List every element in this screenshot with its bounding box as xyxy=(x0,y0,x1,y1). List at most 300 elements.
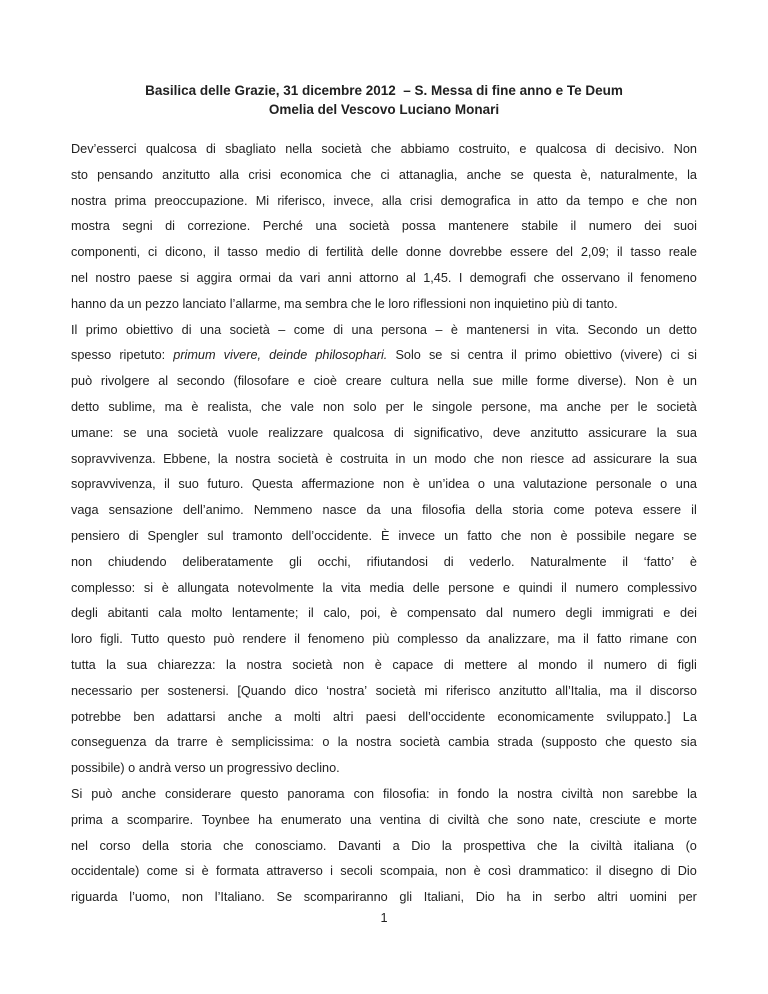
body-word: vuole xyxy=(227,425,259,440)
body-word: il xyxy=(627,270,633,285)
body-line xyxy=(71,163,697,189)
body-word: della xyxy=(475,503,503,518)
body-word: anche xyxy=(121,786,157,801)
document-content xyxy=(71,82,697,911)
body-word: alla xyxy=(381,193,402,208)
body-word: numero xyxy=(588,219,632,234)
body-word: a xyxy=(392,838,400,853)
body-word: l’Italiano. xyxy=(214,890,265,905)
body-word: forme xyxy=(536,374,570,389)
body-word: Se xyxy=(276,890,293,905)
body-word: il xyxy=(583,632,589,647)
body-word: è xyxy=(560,528,568,543)
body-word: un’idea xyxy=(428,477,470,492)
body-word: segni xyxy=(122,219,153,234)
body-word: possa xyxy=(401,219,436,234)
body-word: che xyxy=(536,838,558,853)
body-word: cioè xyxy=(313,374,337,389)
body-word: economicamente xyxy=(497,709,595,724)
body-word: rendere xyxy=(242,632,287,647)
body-word: non xyxy=(71,554,93,569)
body-word: e xyxy=(297,374,305,389)
body-word: qualcosa xyxy=(535,142,587,156)
body-word: attraverso xyxy=(266,864,323,879)
body-word: complessivo xyxy=(627,580,697,595)
body-word: singole xyxy=(432,399,473,414)
body-word: per xyxy=(385,399,404,414)
body-word: sua xyxy=(676,425,697,440)
body-word: occidentale) xyxy=(71,864,140,879)
body-word: persone xyxy=(448,580,495,595)
body-word: crisi xyxy=(409,193,433,208)
body-word: è xyxy=(201,864,209,879)
body-word: – xyxy=(435,322,443,337)
body-word: Non xyxy=(673,142,697,156)
body-word: ad xyxy=(571,451,586,466)
body-word: che xyxy=(370,142,392,156)
body-word: di xyxy=(308,245,319,260)
body-word: dei xyxy=(644,219,662,234)
body-word: ventina xyxy=(379,812,421,827)
body-word: la xyxy=(656,425,667,440)
body-word: primum xyxy=(173,348,216,363)
body-word: I xyxy=(458,270,463,285)
body-word: analizzare, xyxy=(488,632,550,647)
body-word: (vivere) xyxy=(620,348,663,363)
body-line xyxy=(71,343,697,369)
body-word: riferisco xyxy=(446,683,491,698)
body-word: significativo, xyxy=(413,425,483,440)
body-word: questo xyxy=(167,632,206,647)
body-word: demografi xyxy=(469,270,527,285)
body-word: nel xyxy=(71,838,88,853)
body-word: la xyxy=(217,451,228,466)
body-word: sul xyxy=(207,528,224,543)
body-word: con xyxy=(676,632,697,647)
body-word: fenomeno xyxy=(640,270,697,285)
body-word: considerare xyxy=(165,786,232,801)
body-word: tasso xyxy=(227,245,258,260)
body-word: di xyxy=(429,812,440,827)
body-word: questa xyxy=(533,167,572,182)
body-word: fondo xyxy=(457,786,490,801)
body-word: da xyxy=(466,632,481,647)
body-line xyxy=(71,550,697,576)
body-word: un xyxy=(444,528,459,543)
body-word: storia xyxy=(512,503,544,518)
body-text-segment: hanno da un pezzo lanciato l’allarme, ma sembra che le loro riflessioni non inquietino più di tanto. xyxy=(71,296,618,311)
body-word: Dio xyxy=(475,890,495,905)
body-word: che xyxy=(487,812,509,827)
body-word: ‘fatto’ xyxy=(643,554,675,569)
body-word: è, xyxy=(580,167,592,182)
body-word: Solo xyxy=(395,348,421,363)
body-word: anzitutto xyxy=(498,683,547,698)
body-word: fatto xyxy=(467,528,492,543)
body-word: società xyxy=(349,219,390,234)
body-word: paesi xyxy=(365,709,397,724)
body-word: Tutto xyxy=(130,632,160,647)
body-word: sviluppato.] xyxy=(606,709,671,724)
body-word: di xyxy=(181,322,192,337)
body-word: assicurare xyxy=(588,425,647,440)
body-word: suoi xyxy=(673,219,697,234)
body-word: drammatico: xyxy=(518,864,589,879)
body-word: nate, xyxy=(552,812,582,827)
body-word: economica xyxy=(280,167,342,182)
body-word: realizzare xyxy=(268,425,324,440)
body-line xyxy=(71,137,697,163)
body-word: il xyxy=(691,503,697,518)
body-word: tutta xyxy=(71,657,96,672)
body-word: complesso xyxy=(397,632,458,647)
body-word: di xyxy=(128,528,139,543)
body-word: si xyxy=(450,348,460,363)
body-word: civiltà xyxy=(590,838,623,853)
body-word: ma xyxy=(609,683,628,698)
body-word: panorama xyxy=(287,786,345,801)
body-word: al xyxy=(158,374,169,389)
body-text-segment: possibile) o andrà verso un progressivo declino. xyxy=(71,761,340,776)
body-word: nostra xyxy=(246,657,282,672)
body-word: philosophari. xyxy=(315,348,388,363)
body-word: anzitutto xyxy=(162,167,211,182)
body-word: qualcosa xyxy=(333,425,384,440)
body-word: filosofia xyxy=(422,503,466,518)
body-word: si xyxy=(687,348,697,363)
body-word: serbo xyxy=(553,890,586,905)
document-title xyxy=(71,82,697,119)
body-word: i xyxy=(330,864,333,879)
body-word: numero xyxy=(512,606,556,621)
body-word: è xyxy=(473,864,481,879)
body-word: il xyxy=(561,580,567,595)
body-word: la xyxy=(322,580,333,595)
body-word: di xyxy=(443,657,454,672)
body-word: Perché xyxy=(262,219,303,234)
body-word: (supposto xyxy=(541,735,597,750)
body-word: può xyxy=(91,786,113,801)
body-word: è xyxy=(450,322,458,337)
body-word: delle xyxy=(412,580,440,595)
body-word: decisivo. xyxy=(614,142,665,156)
body-word: una xyxy=(493,477,515,492)
body-word: Si xyxy=(71,786,83,801)
body-word: lentamente; xyxy=(232,606,299,621)
body-word: chiudendo xyxy=(107,554,167,569)
body-word: conseguenza xyxy=(71,735,147,750)
body-word: prima xyxy=(114,193,147,208)
body-word: – xyxy=(278,322,286,337)
body-word: di xyxy=(393,425,404,440)
body-word: una xyxy=(390,503,412,518)
body-word: di xyxy=(660,864,671,879)
body-word: altri xyxy=(597,890,618,905)
body-word: riferisco, xyxy=(277,193,326,208)
body-word: dell’animo. xyxy=(183,503,244,518)
body-word: che xyxy=(605,735,626,750)
body-word: se xyxy=(123,425,137,440)
body-word: umane: xyxy=(71,425,114,440)
title-line-1: Basilica delle Grazie, 31 dicembre 2012 – S. Messa di fine anno e Te Deum xyxy=(145,83,623,98)
body-word: ci xyxy=(380,167,390,182)
body-word: di xyxy=(205,142,216,156)
body-word: solo xyxy=(353,399,377,414)
body-word: diverse). xyxy=(577,374,627,389)
body-word: si xyxy=(179,270,190,285)
body-word: Nemmeno xyxy=(253,503,313,518)
body-word: e xyxy=(663,606,671,621)
body-word: come xyxy=(146,864,178,879)
body-word: figli. xyxy=(100,632,123,647)
body-word: poteva xyxy=(594,503,633,518)
body-word: correzione. xyxy=(187,219,251,234)
body-word: sono xyxy=(516,812,545,827)
body-word: ci xyxy=(670,348,680,363)
body-word: molto xyxy=(191,606,223,621)
body-word: per xyxy=(678,890,697,905)
body-word: non xyxy=(501,451,523,466)
body-word: obiettivo xyxy=(564,348,612,363)
body-word: 2,09; xyxy=(580,245,610,260)
body-word: con xyxy=(353,786,375,801)
body-word: osservano xyxy=(561,270,620,285)
body-word: nella xyxy=(285,142,313,156)
body-word: pensando xyxy=(97,167,153,182)
body-word: vita xyxy=(341,580,361,595)
body-word: ci xyxy=(148,245,158,260)
body-word: obiettivo xyxy=(125,322,174,337)
body-word: il xyxy=(635,683,642,698)
body-word: ha xyxy=(506,890,521,905)
body-line xyxy=(71,240,697,266)
body-word: non xyxy=(445,864,467,879)
body-word: che xyxy=(500,528,522,543)
body-word: Davanti xyxy=(337,838,382,853)
body-word: Secondo xyxy=(587,322,638,337)
body-word: da xyxy=(278,270,293,285)
body-word: in xyxy=(395,451,406,466)
body-word: e xyxy=(631,193,639,208)
body-word: anche xyxy=(466,167,502,182)
title-line-2: Omelia del Vescovo Luciano Monari xyxy=(268,101,500,117)
body-word: che xyxy=(533,270,555,285)
body-word: centra xyxy=(467,348,504,363)
body-word: un xyxy=(682,374,697,389)
body-word: da xyxy=(366,503,381,518)
body-word: in xyxy=(438,786,449,801)
body-word: [Quando xyxy=(237,683,287,698)
body-word: al xyxy=(405,270,416,285)
body-word: che xyxy=(350,167,372,182)
body-word: a xyxy=(274,709,282,724)
body-word: di xyxy=(165,219,175,234)
body-word: il xyxy=(570,219,577,234)
body-word: primo xyxy=(85,322,118,337)
body-word: il xyxy=(622,554,628,569)
body-word: creare xyxy=(345,374,382,389)
body-word: calo, xyxy=(323,606,351,621)
body-word: qualcosa xyxy=(145,142,197,156)
body-word: mantenere xyxy=(448,219,509,234)
body-word: modo xyxy=(434,451,467,466)
body-word: nel xyxy=(71,270,88,285)
body-word: abbiamo xyxy=(400,142,450,156)
body-word: le xyxy=(413,399,423,414)
body-word: è xyxy=(689,554,697,569)
body-word: è xyxy=(667,374,675,389)
body-word: dicono, xyxy=(165,245,207,260)
body-word: il xyxy=(213,245,220,260)
body-word: mille xyxy=(501,374,528,389)
body-line xyxy=(71,421,697,447)
body-word: una xyxy=(146,425,168,440)
body-word: persona xyxy=(381,322,427,337)
body-word: sopravvivenza. xyxy=(71,451,156,466)
body-word: una xyxy=(315,219,337,234)
body-line xyxy=(71,266,697,292)
body-word: sarebbe xyxy=(632,786,679,801)
body-word: ma xyxy=(557,632,576,647)
body-word: preoccupazione. xyxy=(154,193,248,208)
body-word: invece xyxy=(398,528,436,543)
body-word: società xyxy=(277,451,319,466)
body-word: anni xyxy=(327,270,352,285)
body-word: le xyxy=(637,399,648,414)
body-word: trarre xyxy=(177,735,208,750)
body-word: secondo xyxy=(176,374,225,389)
body-word: è xyxy=(374,657,382,672)
body-word: non xyxy=(602,786,624,801)
body-word: se xyxy=(428,348,443,363)
body-word: necessario xyxy=(71,683,133,698)
body-word: affermazione xyxy=(301,477,375,492)
body-word: che xyxy=(647,193,668,208)
body-word: in xyxy=(532,890,543,905)
body-word: dovrebbe xyxy=(449,245,503,260)
body-word: nella xyxy=(437,374,464,389)
body-word: che xyxy=(473,451,495,466)
body-word: degli xyxy=(71,606,98,621)
body-word: ben xyxy=(133,709,155,724)
body-word: mettere xyxy=(464,657,508,672)
body-word: numero xyxy=(603,657,647,672)
body-word: costruito, xyxy=(458,142,511,156)
body-word: sensazione xyxy=(108,503,173,518)
body-word: società xyxy=(375,683,416,698)
body-word: sia xyxy=(680,735,697,750)
body-line xyxy=(71,395,697,421)
body-word: essere xyxy=(642,503,682,518)
body-word: media xyxy=(369,580,405,595)
body-word: sue xyxy=(472,374,494,389)
body-word: cultura xyxy=(390,374,429,389)
body-word: la xyxy=(659,451,670,466)
body-line xyxy=(71,808,697,834)
body-word: cambia xyxy=(448,735,490,750)
body-word: prima xyxy=(71,812,103,827)
body-line xyxy=(71,601,697,627)
body-word: o xyxy=(322,735,330,750)
body-word: vederlo. xyxy=(469,554,515,569)
body-line xyxy=(71,189,697,215)
body-word: non xyxy=(675,193,697,208)
body-word: non xyxy=(181,890,204,905)
body-word: atto xyxy=(536,193,558,208)
body-line xyxy=(71,318,697,344)
body-word: ha xyxy=(258,812,273,827)
body-word: detto xyxy=(71,399,100,414)
body-word: 1,45. xyxy=(423,270,452,285)
body-word: società xyxy=(177,425,218,440)
body-word: a xyxy=(111,812,119,827)
body-word: un xyxy=(646,322,661,337)
body-word: dei xyxy=(680,606,697,621)
body-word: alla xyxy=(219,167,240,182)
body-word: fatto xyxy=(596,632,622,647)
body-word: scompariranno xyxy=(303,890,388,905)
body-line xyxy=(71,859,697,885)
body-word: se xyxy=(510,167,524,182)
body-word: del xyxy=(555,245,573,260)
body-word: mantenersi xyxy=(466,322,530,337)
body-word: per xyxy=(610,399,629,414)
body-word: può xyxy=(71,374,93,389)
body-line xyxy=(71,782,697,808)
body-word: non xyxy=(530,528,552,543)
body-line xyxy=(71,498,697,524)
body-word: potrebbe xyxy=(71,709,122,724)
body-word: enumerato xyxy=(280,812,342,827)
body-line xyxy=(71,472,697,498)
body-word: storia xyxy=(180,838,212,853)
body-word: anzitutto xyxy=(530,425,579,440)
body-word: primo xyxy=(524,348,557,363)
body-word: sublime, xyxy=(108,399,156,414)
body-word: una xyxy=(675,477,697,492)
body-word: corso xyxy=(99,838,131,853)
body-word: demografica xyxy=(440,193,511,208)
body-word: loro xyxy=(71,632,93,647)
body-word: è xyxy=(412,477,420,492)
body-word: crisi xyxy=(248,167,271,182)
body-word: riesce xyxy=(530,451,565,466)
body-word: una xyxy=(199,322,222,337)
body-word: la xyxy=(226,657,236,672)
body-word: gli xyxy=(399,890,413,905)
body-word: aggira xyxy=(196,270,232,285)
body-word: una xyxy=(350,812,372,827)
body-word: allungata xyxy=(177,580,229,595)
body-word: da xyxy=(566,193,581,208)
body-word: civiltà xyxy=(561,786,594,801)
body-word: è xyxy=(216,735,224,750)
body-word: il xyxy=(511,348,517,363)
body-line xyxy=(71,524,697,550)
body-word: adattarsi xyxy=(166,709,216,724)
body-word: al xyxy=(517,657,528,672)
body-word: Dio xyxy=(677,864,697,879)
body-word: all’Italia, xyxy=(555,683,602,698)
body-word: costruita xyxy=(340,451,389,466)
body-word: dell’occidente xyxy=(408,709,486,724)
body-word: formata xyxy=(216,864,260,879)
document-body xyxy=(71,137,697,911)
body-word: spesso xyxy=(71,348,112,363)
body-word: e xyxy=(519,142,527,156)
body-word: la xyxy=(498,786,509,801)
body-line xyxy=(71,214,697,240)
